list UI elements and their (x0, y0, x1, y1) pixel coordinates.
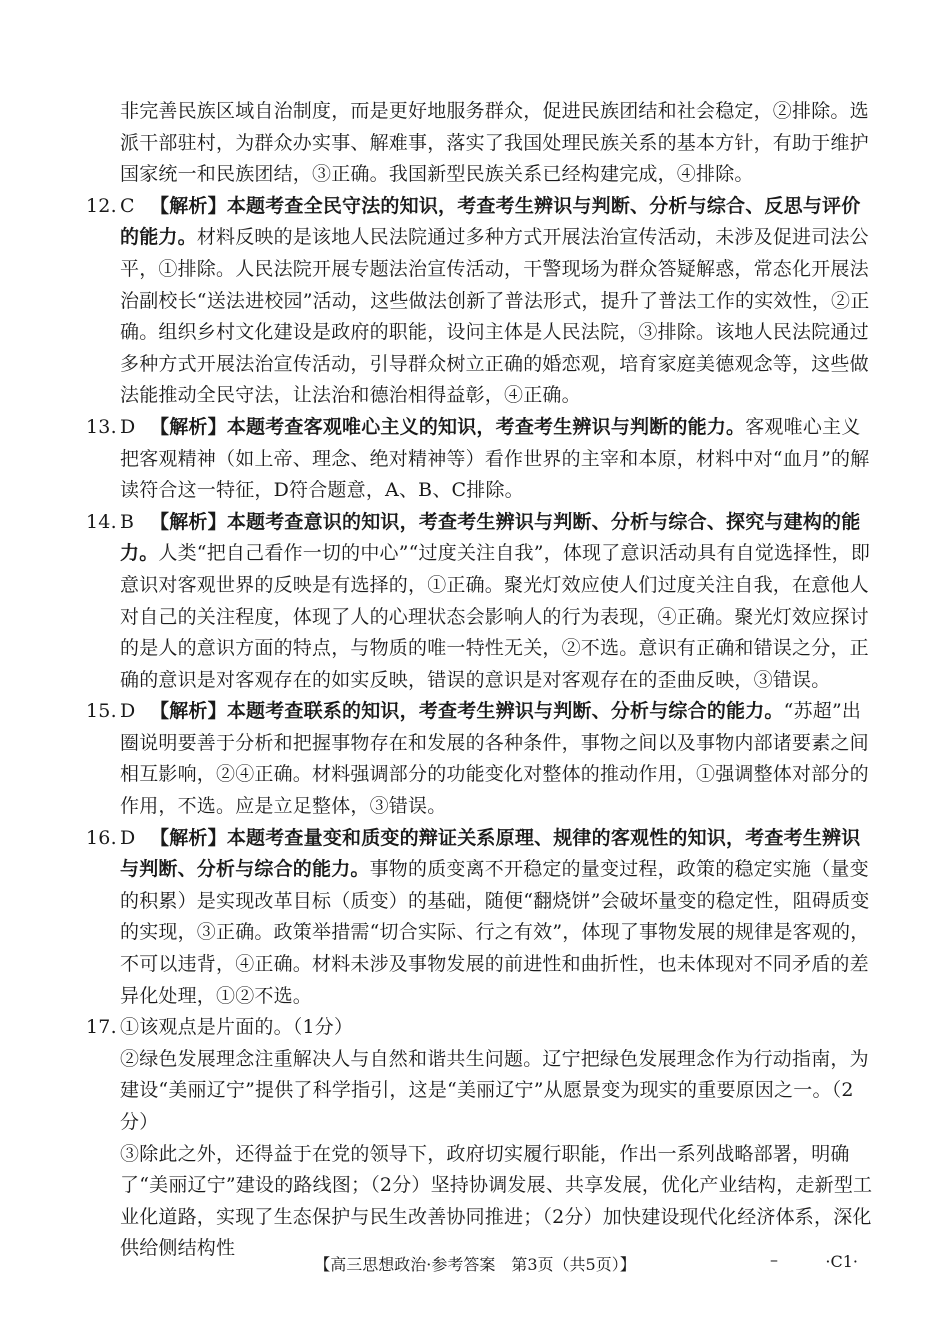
item-answer: D (120, 700, 136, 723)
analysis-tag: 【解析】 (150, 826, 227, 849)
item-answer: B (120, 510, 135, 533)
answer-item-16 (86, 823, 876, 1013)
footer-dash: – (770, 1250, 778, 1269)
item-answer: C (120, 194, 135, 217)
answer-content (86, 96, 876, 1265)
analysis-tag: 【解析】 (150, 700, 227, 723)
analysis-body: 客观唯心主义把客观精神（如上帝、理念、绝对精神等）看作世界的主宰和本原，材料中对“血月”的解读符合这一特征，D符合题意，A、B、C排除。 (120, 415, 870, 502)
item-number: 15. (86, 700, 117, 723)
page-footer (0, 1250, 950, 1280)
footer-title: 【高三思想政治·参考答案 第3页（共5页）】 (314, 1255, 636, 1274)
item-number: 14. (86, 510, 117, 533)
q17-part-2: ②绿色发展理念注重解决人与自然和谐共生问题。辽宁把绿色发展理念作为行动指南，为建设“美丽辽宁”提供了科学指引，这是“美丽辽宁”从愿景变为现实的重要原因之一。（2分） (120, 1047, 869, 1133)
analysis-lead: 本题考查意识的知识，考查考生辨识与判断、分析与综合、探究与建构的能力。 (120, 510, 861, 565)
answer-item-15 (86, 696, 876, 822)
analysis-lead: 本题考查量变和质变的辩证关系原理、规律的客观性的知识，考查考生辨识与判断、分析与综合的能力。 (120, 826, 861, 881)
analysis-body: 人类“把自己看作一切的中心”“过度关注自我”，体现了意识活动具有自觉选择性，即意识对客观世界的反映是有选择的，①正确。聚光灯效应使人们过度关注自我，在意他人对自己的关注程度，体现了人的心理状态会影响人的行为表现，④正确。聚光灯效应探讨的是人的意识方面的特点，与物质的唯一特性无关，②不选。意识有正确和错误之分，正确的意识是对客观存在的如实反映，错误的意识是对客观存在的歪曲反映，③错误。 (120, 542, 871, 691)
analysis-lead: 本题考查全民守法的知识，考查考生辨识与判断、分析与综合、反思与评价的能力。 (120, 194, 861, 249)
answer-item-12 (86, 191, 876, 412)
analysis-lead: 本题考查联系的知识，考查考生辨识与判断、分析与综合的能力。 (226, 700, 784, 723)
intro-paragraph: 非完善民族区域自治制度，而是更好地服务群众，促进民族团结和社会稳定，②排除。选派干部驻村，为群众办实事、解难事，落实了我国处理民族关系的基本方针，有助于维护国家统一和民族团结，③正确。我国新型民族关系已经构建完成，④排除。 (120, 100, 869, 186)
item-number: 17. (86, 1016, 117, 1039)
analysis-tag: 【解析】 (150, 194, 227, 217)
item-answer: D (120, 826, 136, 849)
footer-code: ·C1· (825, 1252, 858, 1271)
item-number: 12. (86, 194, 117, 217)
item-number: 13. (86, 415, 117, 438)
answer-item-14 (86, 507, 876, 697)
analysis-tag: 【解析】 (150, 510, 227, 533)
item-answer: D (120, 415, 136, 438)
analysis-body: 事物的质变离不开稳定的量变过程，政策的稳定实施（量变的积累）是实现改革目标（质变）的基础，随便“翻烧饼”会破坏量变的稳定性，阻碍质变的实现，③正确。政策举措需“切合实际、行之有效”，体现了事物发展的规律是客观的，不可以违背，④正确。材料未涉及事物发展的前进性和曲折性，也未体现对不同矛盾的差异化处理，①②不选。 (120, 858, 870, 1007)
q17-part-1: ①该观点是片面的。（1分） (120, 1016, 354, 1039)
analysis-body: 材料反映的是该地人民法院通过多种方式开展法治宣传活动，未涉及促进司法公平，①排除。人民法院开展专题法治宣传活动，干警现场为群众答疑解惑，常态化开展法治副校长“送法进校园”活动，这些做法创新了普法形式，提升了普法工作的实效性，②正确。组织乡村文化建设是政府的职能，设问主体是人民法院，③排除。该地人民法院通过多种方式开展法治宣传活动，引导群众树立正确的婚恋观，培育家庭美德观念等，这些做法能推动全民守法，让法治和德治相得益彰，④正确。 (120, 226, 870, 407)
item-number: 16. (86, 826, 117, 849)
analysis-lead: 本题考查客观唯心主义的知识，考查考生辨识与判断的能力。 (226, 415, 746, 438)
answer-item-13 (86, 412, 876, 507)
analysis-tag: 【解析】 (150, 415, 227, 438)
answer-item-17 (86, 1012, 876, 1044)
analysis-body: “苏超”出圈说明要善于分析和把握事物存在和发展的各种条件，事物之间以及事物内部诸要素之间相互影响，②④正确。材料强调部分的功能变化对整体的推动作用，①强调整体对部分的作用，不选。应是立足整体，③错误。 (120, 700, 869, 818)
q17-part-3: ③除此之外，还得益于在党的领导下，政府切实履行职能，作出一系列战略部署，明确了“美丽辽宁”建设的路线图；（2分）坚持协调发展、共享发展，优化产业结构，走新型工业化道路，实现了生态保护与民生改善协同推进；（2分）加快建设现代化经济体系，深化供给侧结构性 (120, 1142, 873, 1260)
